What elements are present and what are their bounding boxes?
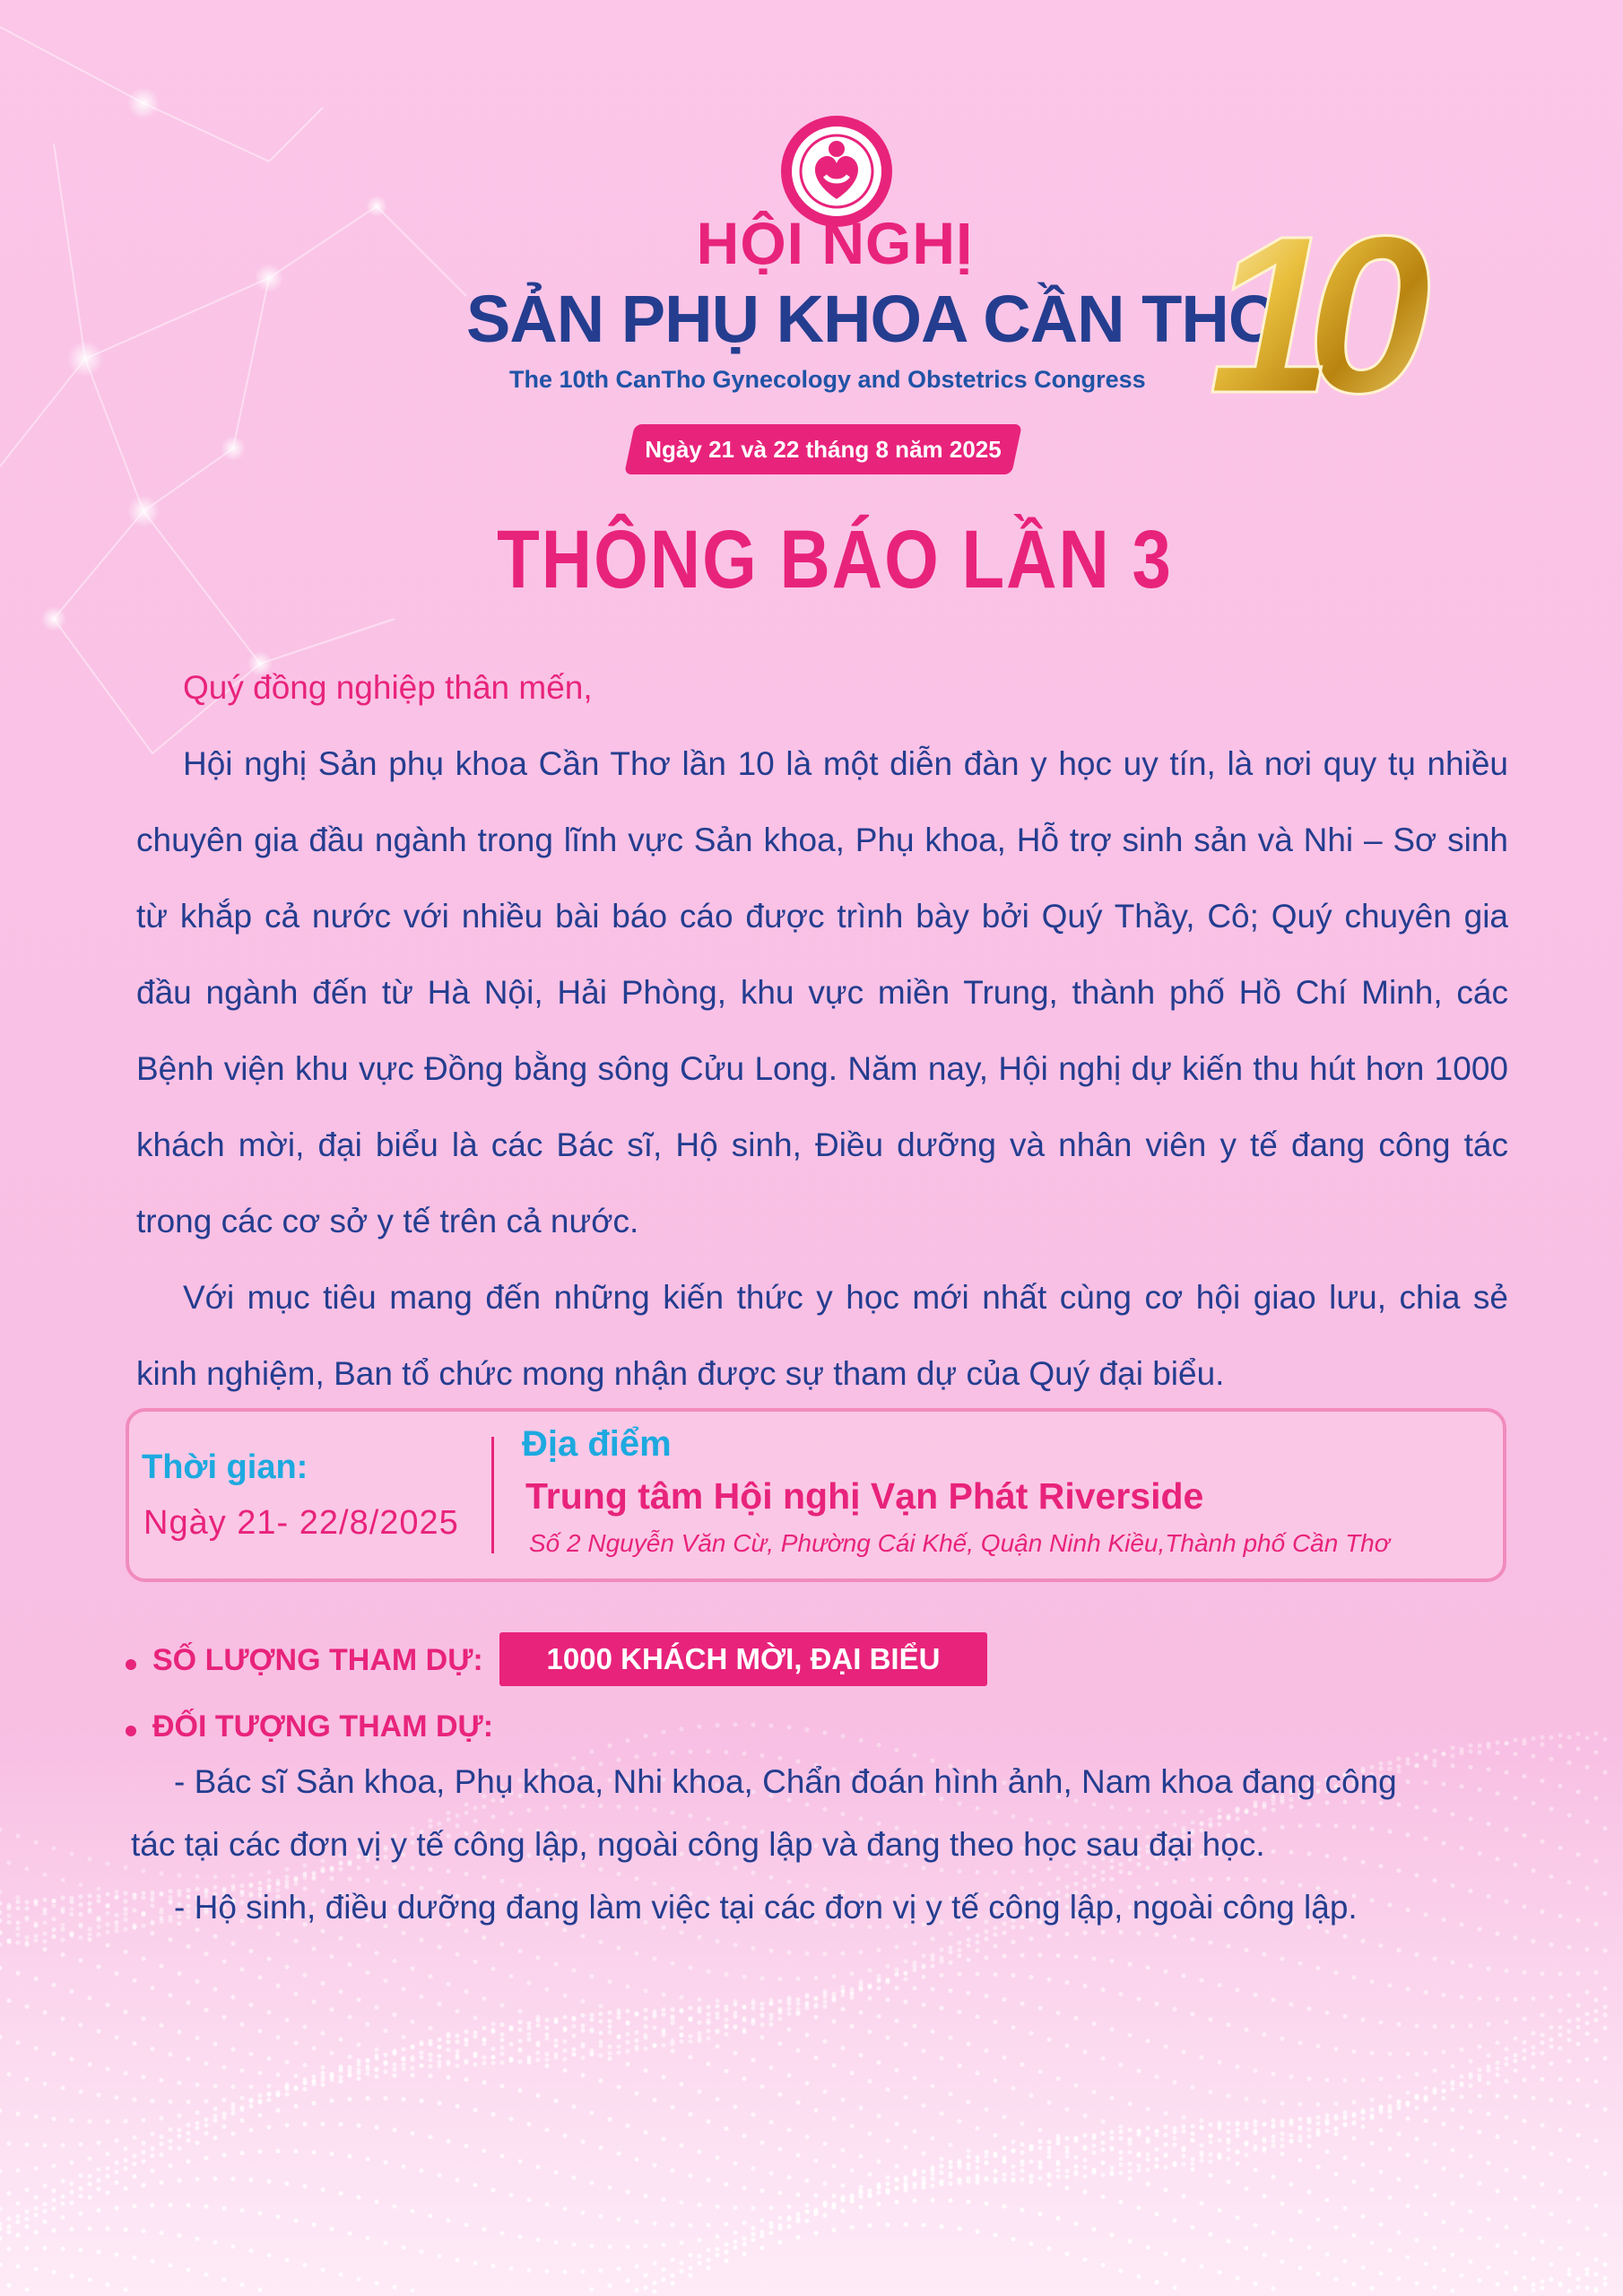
info-divider xyxy=(491,1437,494,1553)
audience-line-3: - Hộ sinh, điều dưỡng đang làm việc tại các đơn vị y tế công lập, ngoài công lập. xyxy=(174,1889,1358,1926)
edition-number-10 xyxy=(1202,199,1435,423)
network-lines xyxy=(0,27,466,753)
venue-label: Địa điểm xyxy=(522,1424,672,1464)
audience-label: ĐỐI TƯỢNG THAM DỰ: xyxy=(152,1709,494,1744)
letter-paragraph-2: Với mục tiêu mang đến những kiến thức y học mới nhất cùng cơ hội giao lưu, chia sẻ kinh nghiệm, Ban tổ chức mong nhận được sự tham dự của Quý đại biểu. xyxy=(136,1279,1508,1392)
attendance-count-value: 1000 KHÁCH MỜI, ĐẠI BIỂU xyxy=(546,1642,941,1675)
time-value: Ngày 21- 22/8/2025 xyxy=(143,1504,459,1542)
bullet-icon xyxy=(126,1659,136,1670)
congress-subtitle: The 10th CanTho Gynecology and Obstetrics Congress xyxy=(509,366,1146,393)
audience-line-1: - Bác sĩ Sản khoa, Phụ khoa, Nhi khoa, Chẩn đoán hình ảnh, Nam khoa đang công xyxy=(174,1763,1397,1800)
congress-date: Ngày 21 và 22 tháng 8 năm 2025 xyxy=(645,436,1002,463)
attendance-count-label: SỐ LƯỢNG THAM DỰ: xyxy=(152,1643,483,1677)
letter-greeting: Quý đồng nghiệp thân mến, xyxy=(183,669,593,706)
congress-title-line2: SẢN PHỤ KHOA CẦN THƠ xyxy=(466,282,1284,356)
time-label: Thời gian: xyxy=(142,1448,308,1486)
letter-paragraph-1: Hội nghị Sản phụ khoa Cần Thơ lần 10 là một diễn đàn y học uy tín, là nơi quy tụ nhiều chuyên gia đầu ngành trong lĩnh vực Sản khoa, Phụ khoa, Hỗ trợ sinh sản và Nhi – Sơ sinh từ khắp cả nước với nhiều bài báo cáo được trình bày bởi Quý Thầy, Cô; Quý chuyên gia đầu ngành đến từ Hà Nội, Hải Phòng, khu vực miền Trung, thành phố Hồ Chí Minh, các Bệnh viện khu vực Đồng bằng sông Cửu Long. Năm nay, Hội nghị dự kiến thu hút hơn 1000 khách mời, đại biểu là các Bác sĩ, Hộ sinh, Điều dưỡng và nhân viên y tế đang công tác trong các cơ sở y tế trên cả nước. xyxy=(136,745,1508,1239)
audience-line-2: tác tại các đơn vị y tế công lập, ngoài công lập và đang theo học sau đại học. xyxy=(131,1826,1265,1863)
venue-name: Trung tâm Hội nghị Vạn Phát Riverside xyxy=(525,1475,1204,1517)
venue-address: Số 2 Nguyễn Văn Cừ, Phường Cái Khế, Quận Ninh Kiều,Thành phố Cần Thơ xyxy=(529,1529,1390,1557)
svg-text:10: 10 xyxy=(1209,199,1405,423)
bullet-icon xyxy=(126,1726,136,1736)
notice-title: THÔNG BÁO LẦN 3 xyxy=(497,512,1173,606)
congress-title-line1: HỘI NGHỊ xyxy=(696,210,974,276)
letter-body xyxy=(136,649,1508,1412)
